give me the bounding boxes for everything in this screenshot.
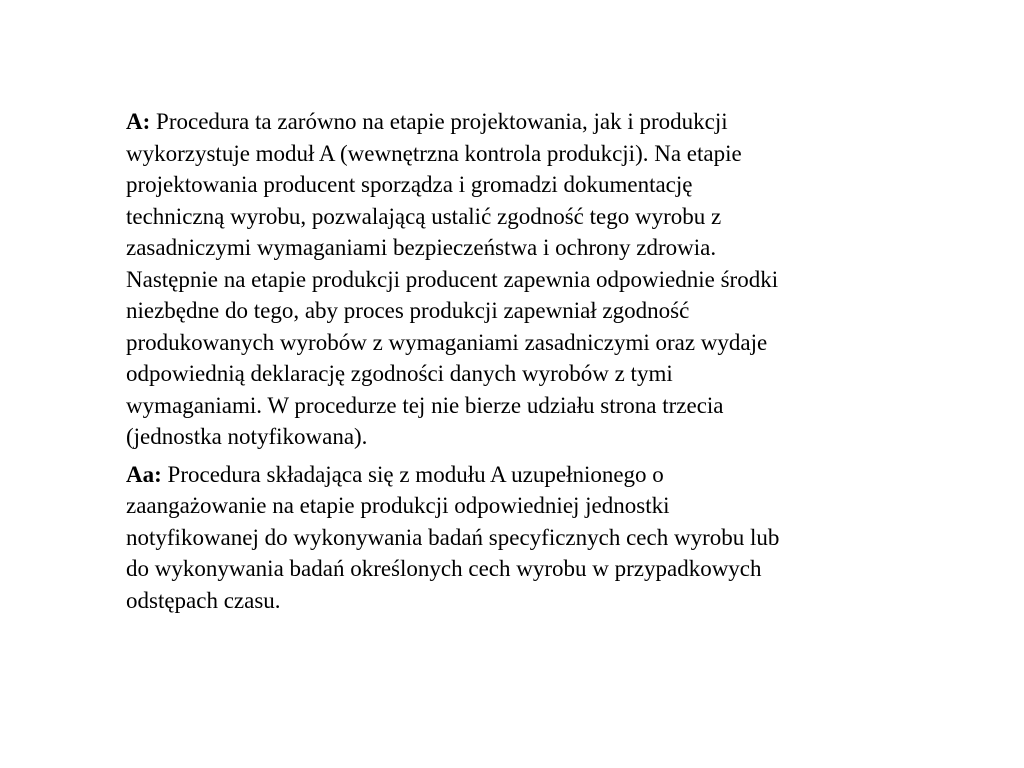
paragraph-line: zasadniczymi wymaganiami bezpieczeństwa i ochrony zdrowia. [126, 235, 717, 260]
paragraph-line: wykorzystuje moduł A (wewnętrzna kontrola produkcji). Na etapie [126, 140, 742, 166]
paragraph-text: Procedura ta zarówno na etapie projektowania, jak i produkcji [156, 109, 728, 134]
paragraph-line [126, 106, 946, 138]
paragraph-a [126, 106, 946, 453]
paragraph-line: techniczną wyrobu, pozwalającą ustalić zgodność tego wyrobu z [126, 203, 722, 229]
paragraph-line: produkowanych wyrobów z wymaganiami zasadniczymi oraz wydaje [126, 329, 768, 355]
paragraph-line: zaangażowanie na etapie produkcji odpowiedniej jednostki [126, 493, 670, 518]
paragraph-line: projektowania producent sporządza i gromadzi dokumentację [126, 172, 693, 197]
paragraph-text: Procedura składająca się z modułu A uzupełnionego o [167, 461, 664, 487]
paragraph-line: wymaganiami. W procedurze tej nie bierze udziału strona trzecia [126, 392, 724, 418]
paragraph-aa [126, 459, 946, 617]
paragraph-label: Aa: [126, 461, 162, 487]
paragraph-line: odstępach czasu. [126, 587, 281, 613]
paragraph-line: notyfikowanej do wykonywania badań specyficznych cech wyrobu lub [126, 524, 780, 550]
paragraph-line: (jednostka notyfikowana). [126, 424, 368, 449]
paragraph-line [126, 459, 946, 491]
paragraph-line: odpowiednią deklarację zgodności danych wyrobów z tymi [126, 361, 673, 386]
paragraph-label: A: [126, 109, 151, 134]
text-block [126, 106, 946, 622]
paragraph-line: niezbędne do tego, aby proces produkcji zapewniał zgodność [126, 298, 690, 323]
paragraph-line: do wykonywania badań określonych cech wyrobu w przypadkowych [126, 556, 762, 581]
paragraph-line: Następnie na etapie produkcji producent zapewnia odpowiednie środki [126, 266, 779, 292]
